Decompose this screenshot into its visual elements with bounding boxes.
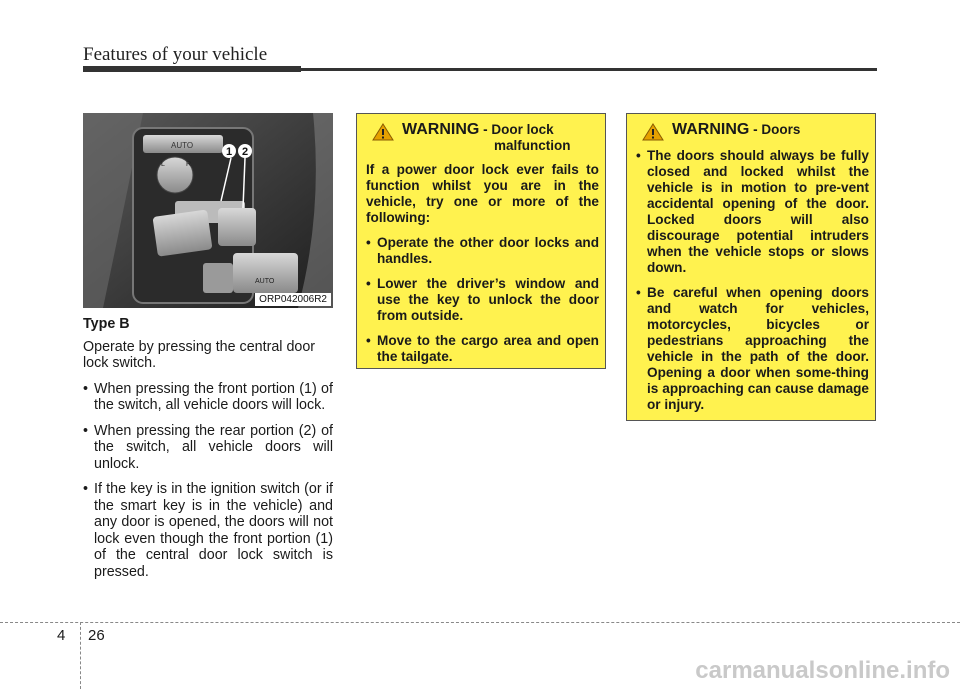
warning-heading [366,122,599,154]
instruction-list [83,381,333,581]
auto-label-top: AUTO [171,141,194,150]
central-door-lock-button [218,208,256,246]
warning-box-door-lock-malfunction [356,113,606,369]
page-number: 26 [88,627,105,644]
warning-list [366,235,599,365]
warning-box-doors [626,113,876,421]
list-item: • Be careful when opening doors and watch for vehicles, motorcycles, bicycles or pedestrians approaching the vehicle in the path of the door. Opening a door when some-thing is approaching can cause damage or injury. [636,285,869,413]
footer-divider [80,622,81,689]
warning-word: WARNING [672,121,750,138]
callout-number-2: 2 [241,146,249,158]
warning-subtitle: - Door lock [483,122,554,137]
warning-subtitle-line2: malfunction [494,138,571,153]
list-item: • Operate the other door locks and handles. [366,235,599,267]
window-lock-button [152,209,212,256]
list-item: • When pressing the front portion (1) of the switch, all vehicle doors will lock. [83,381,333,414]
callout-number-1: 1 [225,146,233,158]
list-item: • The doors should always be fully closed and locked whilst the vehicle is in motion to pre-vent accidental opening of the door. Locked doors will also discourage potential intruders when the vehicle stops or slows down. [636,148,869,276]
footer-rule [0,622,960,623]
warning-triangle-icon [642,123,664,141]
type-label: Type B [83,316,130,332]
watermark: carmanualsonline.info [695,657,950,684]
warning-heading [636,122,869,140]
door-switch-photo [83,113,333,308]
window-switch [233,253,298,293]
warning-triangle-icon [372,123,394,141]
warning-list [636,148,869,413]
list-item: • Move to the cargo area and open the tailgate. [366,333,599,365]
chapter-number: 4 [57,627,66,644]
page-header-title: Features of your vehicle [83,44,268,65]
auto-label-window: AUTO [255,278,275,285]
warning-word: WARNING [402,121,480,138]
figure-code: ORP042006R2 [255,293,331,306]
warning-intro: If a power door lock ever fails to function whilst you are in the vehicle, try one or more of the following: [366,162,599,225]
door-switch-illustration [83,113,333,308]
warning-subtitle: - Doors [753,122,801,137]
header-rule-accent [83,66,301,72]
list-item: • If the key is in the ignition switch (or if the smart key is in the vehicle) and any door is opened, the doors will not lock even though the front portion (1) of the central door lock switch is pressed. [83,481,333,580]
left-column [83,316,333,589]
svg-text:R: R [186,161,192,168]
intro-text: Operate by pressing the central door lock switch. [83,338,316,371]
svg-text:L: L [161,161,165,168]
list-item: • Lower the driver’s window and use the key to unlock the door from outside. [366,276,599,324]
list-item: • When pressing the rear portion (2) of the switch, all vehicle doors will unlock. [83,423,333,473]
